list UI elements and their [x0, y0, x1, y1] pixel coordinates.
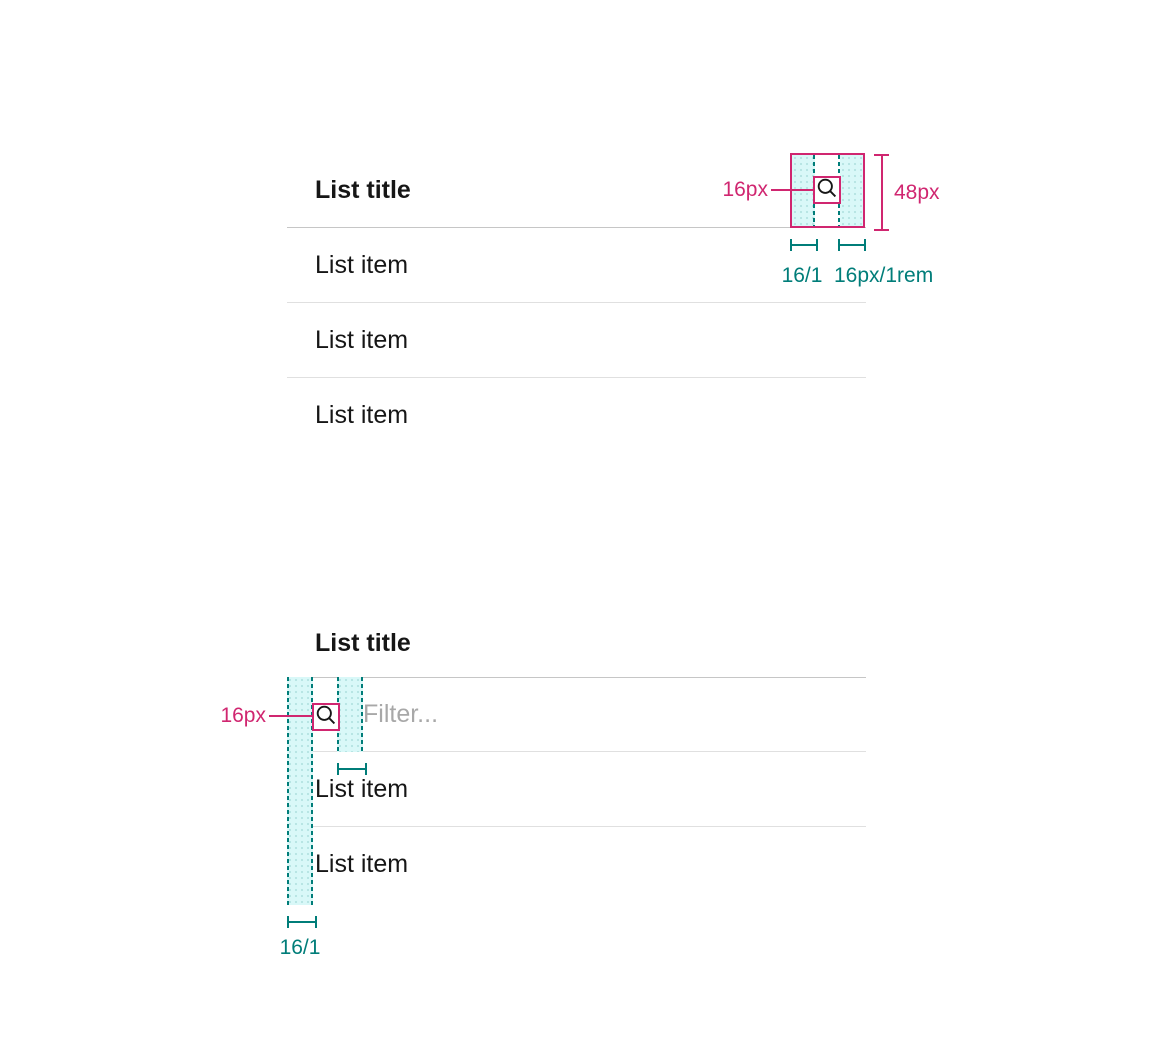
- list-item-label: List item: [315, 250, 409, 279]
- icon-size-measure-label: 16px: [722, 178, 768, 201]
- icon-bounds-frame: [312, 703, 340, 731]
- list-item-label: List item: [315, 401, 409, 429]
- padding-left-bracket: [790, 239, 818, 251]
- list-item-label: List item: [315, 325, 409, 354]
- dashed-guide-left: [287, 677, 289, 905]
- padding-highlight-right: [840, 155, 863, 226]
- list-item[interactable]: [287, 303, 866, 378]
- list-item-label: List item: [315, 774, 409, 803]
- padding-highlight-column-left: [287, 677, 313, 905]
- filter-input[interactable]: [363, 700, 783, 729]
- height-measure-bracket: [874, 154, 889, 231]
- icon-size-measure-label: 16px: [220, 704, 266, 727]
- height-measure-label: 48px: [894, 181, 940, 204]
- list-item[interactable]: [287, 378, 866, 453]
- padding-highlight-column-icon-gap: [337, 677, 363, 752]
- list-title: List title: [315, 175, 411, 204]
- dashed-guide-right: [361, 677, 363, 752]
- list-title: List title: [315, 629, 411, 657]
- padding-right-bracket: [838, 239, 866, 251]
- leader-line: [771, 189, 815, 191]
- list-item-label: List item: [315, 850, 409, 878]
- spacing-token-label: 16px/1rem: [834, 264, 934, 287]
- list-item[interactable]: [287, 827, 866, 902]
- top-list: [287, 153, 866, 453]
- spacing-token-label: 16/1: [781, 264, 823, 287]
- spacing-token-label: 16/1: [279, 936, 321, 959]
- list-item[interactable]: [287, 752, 866, 827]
- search-icon: [816, 177, 838, 204]
- filter-row: [287, 677, 866, 752]
- icon-gap-bracket: [337, 763, 367, 775]
- padding-left-bracket: [287, 916, 317, 928]
- leader-line: [269, 715, 312, 717]
- search-icon[interactable]: [315, 704, 337, 731]
- bottom-list: [287, 677, 866, 902]
- icon-bounds-frame: [813, 176, 841, 204]
